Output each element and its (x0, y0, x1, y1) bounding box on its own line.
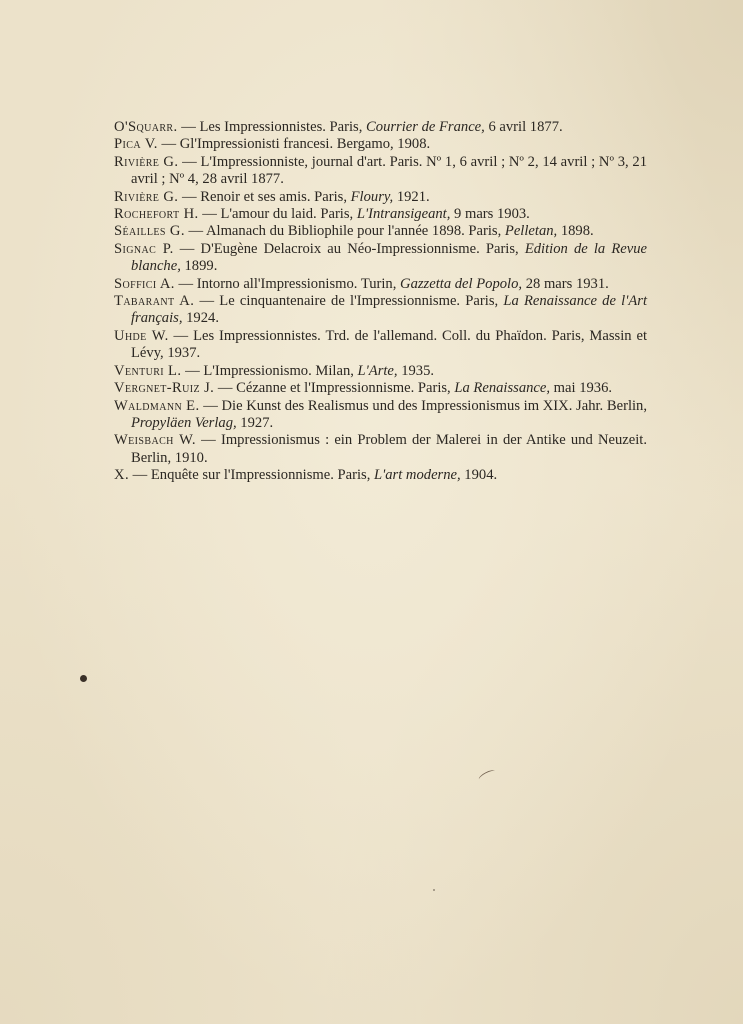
entry-author: Soffici A. (114, 275, 175, 292)
entry-author: Pica V. (114, 136, 158, 153)
entry-publication: La Renaissance de l'Art français, (131, 293, 648, 327)
entry-text: 9 mars 1903. (450, 206, 530, 223)
bibliography-entry (114, 189, 647, 206)
bibliography-entry (114, 293, 647, 328)
ink-speck (80, 675, 87, 682)
bibliography-entry (114, 223, 647, 240)
entry-text: 1904. (460, 467, 498, 484)
entry-author: Tabarant A. (114, 293, 195, 310)
entry-publication: Pelletan, (504, 223, 558, 240)
entry-text: 1899. (180, 258, 218, 275)
entry-author: Venturi L. (114, 362, 182, 379)
entry-text: — Gl'Impressionisti francesi. Bergamo, 1908. (157, 136, 431, 153)
entry-author: Waldmann E. (114, 397, 200, 414)
entry-publication: L'Arte, (357, 362, 398, 379)
entry-author: Rivière G. (114, 188, 179, 205)
ink-speck (433, 889, 435, 891)
entry-text: — Les Impressionnistes. Trd. de l'allemand. Coll. du Phaïdon. Paris, Massin et Lévy, 1937. (131, 327, 648, 362)
entry-text: — Le cinquantenaire de l'Impressionnisme. Paris, (194, 293, 504, 310)
bibliography-entry (114, 363, 647, 380)
entry-text: — Renoir et ses amis. Paris, (178, 188, 351, 205)
bibliography-entry (114, 119, 647, 136)
entry-text: — Cézanne et l'Impressionnisme. Paris, (214, 380, 455, 397)
entry-text: 1924. (182, 310, 219, 327)
entry-text: 1935. (397, 362, 435, 379)
entry-text: 6 avril 1877. (484, 119, 563, 135)
entry-text: 1927. (236, 414, 274, 431)
entry-text: — D'Eugène Delacroix au Néo-Impressionnisme. Paris, (173, 240, 525, 257)
entry-text: — Almanach du Bibliophile pour l'année 1898. Paris, (184, 223, 505, 240)
bibliography-entry (114, 328, 647, 363)
bibliography-entry (114, 206, 647, 223)
entry-text: — L'Impressionniste, journal d'art. Paris. Nº 1, 6 avril ; Nº 2, 14 avril ; Nº 3, 21 avril ; Nº 4, 28 avril 1877. (131, 153, 647, 188)
entry-publication: Edition de la Revue blanche, (131, 240, 647, 275)
entry-author: Rochefort H. (114, 206, 199, 223)
bibliography-entry (114, 467, 647, 484)
entry-publication: Gazzetta del Popolo, (400, 275, 523, 292)
entry-publication: Floury, (350, 188, 394, 205)
entry-author: X. (114, 467, 129, 484)
entry-text: 28 mars 1931. (522, 275, 609, 292)
entry-text: — Enquête sur l'Impressionnisme. Paris, (129, 467, 375, 484)
entry-author: Uhde W. (114, 327, 169, 344)
bibliography-entry (114, 432, 647, 467)
entry-author: Vergnet-Ruiz J. (114, 380, 215, 397)
entry-author: O'Squarr. (114, 119, 178, 135)
entry-publication: Courrier de France, (366, 119, 485, 135)
entry-text: — Die Kunst des Realismus und des Impressionismus im XIX. Jahr. Berlin, (199, 397, 647, 414)
ink-smudge (477, 768, 496, 783)
entry-text: — L'Impressionismo. Milan, (181, 362, 358, 379)
bibliography-list (114, 119, 647, 485)
entry-author: Weisbach W. (114, 432, 196, 449)
entry-text: — Les Impressionnistes. Paris, (177, 119, 367, 135)
entry-text: — Impressionismus : ein Problem der Malerei in der Antike und Neuzeit. Berlin, 1910. (131, 432, 647, 466)
bibliography-entry (114, 380, 647, 397)
bibliography-entry (114, 241, 647, 276)
bibliography-entry (114, 136, 647, 153)
entry-text: mai 1936. (550, 380, 613, 397)
entry-text: — Intorno all'Impressionismo. Turin, (174, 275, 401, 292)
entry-publication: L'Intransigeant, (356, 206, 451, 223)
entry-publication: La Renaissance, (454, 380, 551, 397)
entry-author: Signac P. (114, 240, 174, 257)
entry-publication: Propyläen Verlag, (131, 414, 237, 431)
entry-author: Séailles G. (114, 223, 185, 240)
entry-text: — L'amour du laid. Paris, (198, 206, 357, 223)
entry-author: Rivière G. (114, 153, 179, 170)
bibliography-entry (114, 154, 647, 189)
entry-publication: L'art moderne, (374, 467, 461, 484)
entry-text: 1898. (557, 223, 594, 240)
bibliography-entry (114, 398, 647, 433)
bibliography-entry (114, 276, 647, 293)
entry-text: 1921. (393, 188, 430, 205)
